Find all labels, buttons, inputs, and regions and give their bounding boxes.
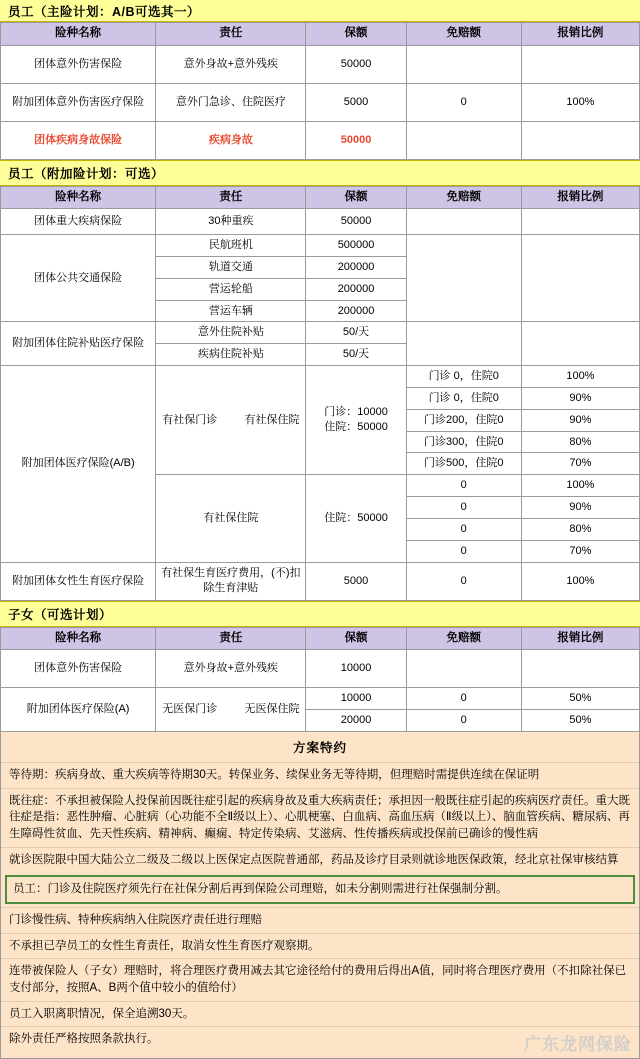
cell-liability: 疾病身故: [156, 121, 306, 159]
cell-deductible: 0: [406, 688, 521, 710]
cell-amount: [306, 366, 406, 475]
cell-liability: 民航班机: [156, 235, 306, 257]
note-line: 除外责任严格按照条款执行。: [1, 1026, 639, 1052]
cell-amount: 500000: [306, 235, 406, 257]
cell-product-name: 附加团体住院补贴医疗保险: [1, 322, 156, 366]
cell-product-name: 附加团体意外伤害医疗保险: [1, 83, 156, 121]
cell-reimbursement: [521, 322, 639, 366]
table-row: [1, 45, 640, 83]
cell-reimbursement: 90%: [521, 497, 639, 519]
cell-amount: 50000: [306, 45, 406, 83]
table-row: [1, 121, 640, 159]
cell-deductible: [406, 235, 521, 322]
cell-deductible: 0: [406, 540, 521, 562]
cell-reimbursement: 100%: [521, 562, 639, 600]
cell-liability: [156, 688, 306, 732]
cell-product-name: 团体意外伤害保险: [1, 45, 156, 83]
cell-reimbursement: 90%: [521, 387, 639, 409]
cell-amount: 10000: [306, 688, 406, 710]
cell-reimbursement: 90%: [521, 409, 639, 431]
cell-liability: 意外身故+意外残疾: [156, 650, 306, 688]
special-agreement-block: [0, 732, 640, 1059]
header-reimbursement: 报销比例: [521, 627, 639, 650]
table-row: [1, 209, 640, 235]
header-liability: 责任: [156, 23, 306, 46]
cell-product-name: 团体重大疾病保险: [1, 209, 156, 235]
note-line: 既往症：不承担被保险人投保前因既往症引起的疾病身故及重大疾病责任；承担因一般既往症引起的疾病医疗责任。重大既往症是指：恶性肿瘤、心脏病（心功能不全Ⅱ级以上）、心肌梗塞、白血病、高血压病（Ⅱ级以上）、脑血管疾病、糖尿病、再生障碍性贫血、先天性疾病、精神病、癫痫、特定传染病、艾滋病、性传播疾病或投保前已确诊的慢性病: [1, 788, 639, 847]
cell-reimbursement: [521, 235, 639, 322]
table-row: [1, 366, 640, 388]
table-row: [1, 650, 640, 688]
cell-reimbursement: [521, 121, 639, 159]
cell-liability: 疾病住院补贴: [156, 344, 306, 366]
cell-amount: 200000: [306, 278, 406, 300]
header-liability: 责任: [156, 186, 306, 209]
cell-reimbursement: 100%: [521, 83, 639, 121]
header-product-name: 险种名称: [1, 627, 156, 650]
table-row: [1, 83, 640, 121]
cell-amount: 住院：50000: [306, 475, 406, 562]
cell-amount: 50/天: [306, 344, 406, 366]
cell-liability: 轨道交通: [156, 256, 306, 278]
header-product-name: 险种名称: [1, 186, 156, 209]
cell-deductible: [406, 650, 521, 688]
liability-inpatient-label: 有社保住院: [244, 413, 300, 426]
cell-deductible: 0: [406, 83, 521, 121]
cell-liability: [156, 366, 306, 475]
cell-liability: 营运车辆: [156, 300, 306, 322]
cell-deductible: 0: [406, 475, 521, 497]
amount-inpatient: 住院：50000: [324, 421, 388, 434]
header-product-name: 险种名称: [1, 23, 156, 46]
cell-reimbursement: 80%: [521, 519, 639, 541]
table-employee-main: [0, 22, 640, 160]
special-agreement-title: 方案特约: [292, 740, 347, 755]
cell-liability: 30种重疾: [156, 209, 306, 235]
cell-amount: 50000: [306, 209, 406, 235]
cell-liability: 营运轮船: [156, 278, 306, 300]
cell-deductible: 门诊 0，住院0: [406, 366, 521, 388]
header-reimbursement: 报销比例: [521, 186, 639, 209]
table-children: [0, 627, 640, 732]
cell-amount: 5000: [306, 83, 406, 121]
cell-deductible: [406, 322, 521, 366]
note-line: 连带被保险人（子女）理赔时，将合理医疗费用减去其它途径给付的费用后得出A值，同时将合理医疗费用（不扣除社保已支付部分，按照A、B两个值中较小的值给付）: [1, 958, 639, 1000]
note-line: 门诊慢性病、特种疾病纳入住院医疗责任进行理赔: [1, 907, 639, 933]
cell-reimbursement: 80%: [521, 431, 639, 453]
cell-product-name: 团体公共交通保险: [1, 235, 156, 322]
cell-liability: 意外门急诊、住院医疗: [156, 83, 306, 121]
cell-deductible: 0: [406, 519, 521, 541]
header-amount: 保额: [306, 186, 406, 209]
cell-reimbursement: 70%: [521, 453, 639, 475]
cell-deductible: 0: [406, 497, 521, 519]
cell-reimbursement: [521, 209, 639, 235]
cell-deductible: 门诊 0，住院0: [406, 387, 521, 409]
table-header-row: [1, 186, 640, 209]
header-deductible: 免赔额: [406, 186, 521, 209]
note-line-highlighted: 员工：门诊及住院医疗须先行在社保分割后再到保险公司理赔，如未分割则需进行社保强制分割。: [5, 875, 635, 904]
cell-reimbursement: 100%: [521, 475, 639, 497]
cell-reimbursement: [521, 45, 639, 83]
cell-product-name: 附加团体女性生育医疗保险: [1, 562, 156, 600]
cell-deductible: 门诊200，住院0: [406, 409, 521, 431]
header-liability: 责任: [156, 627, 306, 650]
liability-outpatient-label: 无医保门诊: [162, 703, 218, 716]
cell-amount: 20000: [306, 710, 406, 732]
cell-amount: 5000: [306, 562, 406, 600]
section-banner-children: 子女（可选计划）: [0, 601, 640, 627]
cell-reimbursement: [521, 650, 639, 688]
cell-product-name: 团体意外伤害保险: [1, 650, 156, 688]
header-amount: 保额: [306, 23, 406, 46]
cell-deductible: [406, 121, 521, 159]
cell-amount: 50000: [306, 121, 406, 159]
liability-inpatient-label: 无医保住院: [244, 703, 300, 716]
note-line: 就诊医院限中国大陆公立二级及二级以上医保定点医院普通部，药品及诊疗目录则就诊地医保政策，经北京社保审核结算: [1, 847, 639, 873]
header-reimbursement: 报销比例: [521, 23, 639, 46]
liability-outpatient-label: 有社保门诊: [162, 413, 218, 426]
table-row: [1, 688, 640, 710]
section-banner-employee-rider: 员工（附加险计划：可选）: [0, 160, 640, 186]
cell-amount: 50/天: [306, 322, 406, 344]
note-line: 员工入职离职情况，保全追溯30天。: [1, 1001, 639, 1027]
cell-deductible: 门诊500，住院0: [406, 453, 521, 475]
cell-liability: 意外住院补贴: [156, 322, 306, 344]
cell-liability: 意外身故+意外残疾: [156, 45, 306, 83]
cell-reimbursement: 70%: [521, 540, 639, 562]
header-deductible: 免赔额: [406, 23, 521, 46]
note-line: 不承担已孕员工的女性生育责任，取消女性生育医疗观察期。: [1, 933, 639, 959]
cell-deductible: [406, 209, 521, 235]
header-amount: 保额: [306, 627, 406, 650]
cell-deductible: [406, 45, 521, 83]
cell-deductible: 门诊300，住院0: [406, 431, 521, 453]
cell-liability: 有社保住院: [156, 475, 306, 562]
cell-liability: 有社保生育医疗费用，(不)扣除生育津贴: [156, 562, 306, 600]
table-row: [1, 562, 640, 600]
cell-amount: 200000: [306, 256, 406, 278]
cell-reimbursement: 100%: [521, 366, 639, 388]
table-row: [1, 235, 640, 257]
table-header-row: [1, 23, 640, 46]
header-deductible: 免赔额: [406, 627, 521, 650]
cell-amount: 200000: [306, 300, 406, 322]
amount-outpatient: 门诊：10000: [324, 406, 388, 419]
cell-reimbursement: 50%: [521, 710, 639, 732]
cell-product-name: 附加团体医疗保险(A/B): [1, 366, 156, 563]
watermark: 广东龙网保险: [524, 1034, 632, 1054]
cell-product-name: 附加团体医疗保险(A): [1, 688, 156, 732]
table-employee-rider: [0, 186, 640, 601]
section-banner-employee-main: 员工（主险计划：A/B可选其一）: [0, 0, 640, 22]
cell-deductible: 0: [406, 710, 521, 732]
cell-reimbursement: 50%: [521, 688, 639, 710]
cell-product-name: 团体疾病身故保险: [1, 121, 156, 159]
cell-deductible: 0: [406, 562, 521, 600]
table-header-row: [1, 627, 640, 650]
cell-amount: 10000: [306, 650, 406, 688]
note-line: 等待期：疾病身故、重大疾病等待期30天。转保业务、续保业务无等待期，但理赔时需提供连续在保证明: [1, 762, 639, 788]
table-row: [1, 322, 640, 344]
